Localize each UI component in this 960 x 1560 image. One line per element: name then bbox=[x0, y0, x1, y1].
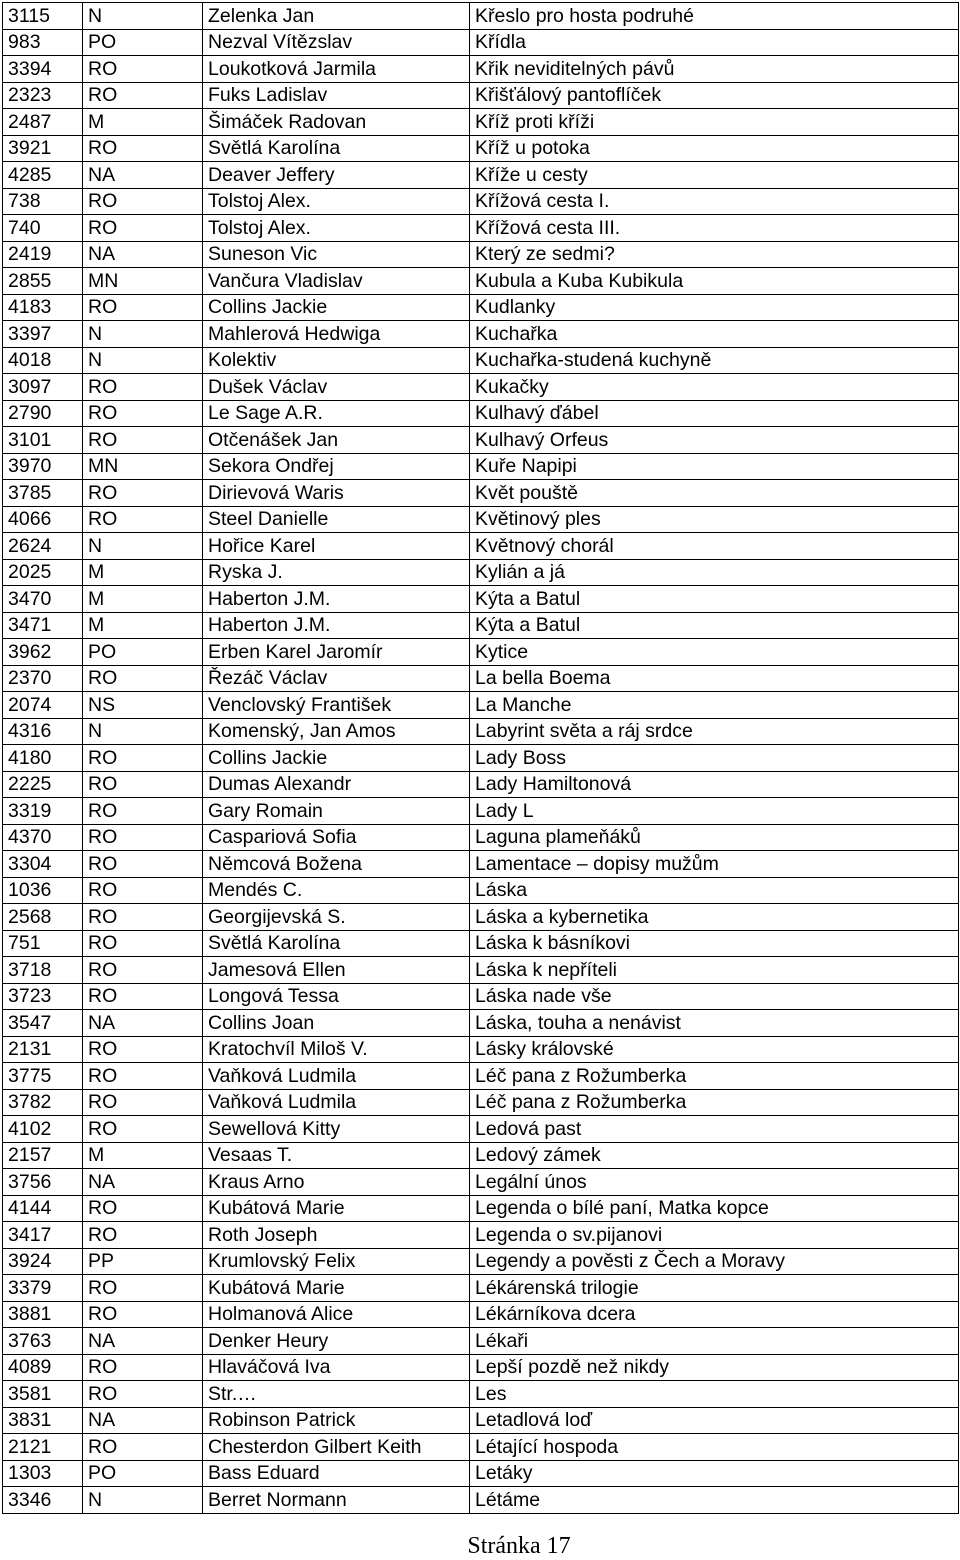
cell-author: Collins Jackie bbox=[203, 294, 470, 321]
cell-author: Holmanová Alice bbox=[203, 1301, 470, 1328]
cell-author: Němcová Božena bbox=[203, 851, 470, 878]
cell-category-code: RO bbox=[83, 983, 203, 1010]
cell-book-id: 1303 bbox=[3, 1460, 83, 1487]
cell-title: Legendy a pověsti z Čech a Moravy bbox=[470, 1248, 959, 1275]
cell-category-code: RO bbox=[83, 1354, 203, 1381]
cell-author: Denker Heury bbox=[203, 1328, 470, 1355]
cell-book-id: 2121 bbox=[3, 1434, 83, 1461]
cell-category-code: MN bbox=[83, 268, 203, 295]
cell-author: Gary Romain bbox=[203, 798, 470, 825]
cell-title: Lady Hamiltonová bbox=[470, 771, 959, 798]
cell-title: Láska bbox=[470, 877, 959, 904]
cell-book-id: 2487 bbox=[3, 109, 83, 136]
table-row bbox=[3, 798, 959, 825]
cell-book-id: 2790 bbox=[3, 400, 83, 427]
cell-title: Lepší pozdě než nikdy bbox=[470, 1354, 959, 1381]
cell-title: Kudlanky bbox=[470, 294, 959, 321]
cell-book-id: 983 bbox=[3, 29, 83, 56]
table-row bbox=[3, 374, 959, 401]
cell-book-id: 3547 bbox=[3, 1010, 83, 1037]
cell-author: Otčenášek Jan bbox=[203, 427, 470, 454]
cell-category-code: PO bbox=[83, 1460, 203, 1487]
table-row bbox=[3, 1169, 959, 1196]
cell-author: Kraus Arno bbox=[203, 1169, 470, 1196]
cell-author: Šimáček Radovan bbox=[203, 109, 470, 136]
cell-category-code: NA bbox=[83, 162, 203, 189]
cell-category-code: RO bbox=[83, 427, 203, 454]
cell-category-code: RO bbox=[83, 480, 203, 507]
cell-title: Kříž proti kříži bbox=[470, 109, 959, 136]
cell-category-code: RO bbox=[83, 665, 203, 692]
cell-title: Léč pana z Rožumberka bbox=[470, 1063, 959, 1090]
cell-title: Kýta a Batul bbox=[470, 612, 959, 639]
cell-author: Bass Eduard bbox=[203, 1460, 470, 1487]
cell-author: Vančura Vladislav bbox=[203, 268, 470, 295]
cell-author: Hlaváčová Iva bbox=[203, 1354, 470, 1381]
cell-book-id: 3782 bbox=[3, 1089, 83, 1116]
cell-category-code: RO bbox=[83, 1063, 203, 1090]
cell-author: Zelenka Jan bbox=[203, 3, 470, 30]
table-row bbox=[3, 453, 959, 480]
cell-book-id: 1036 bbox=[3, 877, 83, 904]
cell-author: Loukotková Jarmila bbox=[203, 56, 470, 83]
cell-book-id: 3470 bbox=[3, 586, 83, 613]
cell-title: Létající hospoda bbox=[470, 1434, 959, 1461]
table-row bbox=[3, 1381, 959, 1408]
cell-author: Haberton J.M. bbox=[203, 586, 470, 613]
cell-book-id: 3763 bbox=[3, 1328, 83, 1355]
cell-book-id: 3397 bbox=[3, 321, 83, 348]
cell-author: Tolstoj Alex. bbox=[203, 188, 470, 215]
cell-category-code: RO bbox=[83, 851, 203, 878]
cell-author: Deaver Jeffery bbox=[203, 162, 470, 189]
cell-title: Křišťálový pantoflíček bbox=[470, 82, 959, 109]
cell-title: La bella Boema bbox=[470, 665, 959, 692]
cell-title: Legenda o bílé paní, Matka kopce bbox=[470, 1195, 959, 1222]
cell-author: Erben Karel Jaromír bbox=[203, 639, 470, 666]
cell-book-id: 2624 bbox=[3, 533, 83, 560]
cell-title: Láska nade vše bbox=[470, 983, 959, 1010]
cell-book-id: 3115 bbox=[3, 3, 83, 30]
cell-book-id: 2157 bbox=[3, 1142, 83, 1169]
table-row bbox=[3, 586, 959, 613]
cell-book-id: 2323 bbox=[3, 82, 83, 109]
cell-category-code: RO bbox=[83, 771, 203, 798]
cell-author: Venclovský František bbox=[203, 692, 470, 719]
cell-author: Mahlerová Hedwiga bbox=[203, 321, 470, 348]
cell-author: Longová Tessa bbox=[203, 983, 470, 1010]
cell-category-code: RO bbox=[83, 215, 203, 242]
cell-category-code: RO bbox=[83, 877, 203, 904]
table-row bbox=[3, 1142, 959, 1169]
cell-category-code: N bbox=[83, 321, 203, 348]
cell-book-id: 3718 bbox=[3, 957, 83, 984]
table-row bbox=[3, 904, 959, 931]
cell-title: Kuchařka bbox=[470, 321, 959, 348]
cell-book-id: 3785 bbox=[3, 480, 83, 507]
cell-title: Kukačky bbox=[470, 374, 959, 401]
cell-category-code: RO bbox=[83, 1195, 203, 1222]
cell-author: Vesaas T. bbox=[203, 1142, 470, 1169]
cell-author: Haberton J.M. bbox=[203, 612, 470, 639]
table-row bbox=[3, 957, 959, 984]
cell-book-id: 2568 bbox=[3, 904, 83, 931]
cell-book-id: 2225 bbox=[3, 771, 83, 798]
table-row bbox=[3, 639, 959, 666]
cell-author: Nezval Vítězslav bbox=[203, 29, 470, 56]
cell-title: La Manche bbox=[470, 692, 959, 719]
cell-category-code: RO bbox=[83, 798, 203, 825]
cell-author: Chesterdon Gilbert Keith bbox=[203, 1434, 470, 1461]
table-row bbox=[3, 930, 959, 957]
cell-author: Ryska J. bbox=[203, 559, 470, 586]
cell-author: Berret Normann bbox=[203, 1487, 470, 1514]
cell-title: Který ze sedmi? bbox=[470, 241, 959, 268]
cell-category-code: N bbox=[83, 718, 203, 745]
cell-category-code: RO bbox=[83, 1381, 203, 1408]
table-row bbox=[3, 612, 959, 639]
page-number-label: Stránka 17 bbox=[467, 1533, 571, 1559]
table-row bbox=[3, 1434, 959, 1461]
cell-book-id: 4144 bbox=[3, 1195, 83, 1222]
cell-book-id: 4066 bbox=[3, 506, 83, 533]
cell-category-code: N bbox=[83, 3, 203, 30]
table-row bbox=[3, 427, 959, 454]
cell-book-id: 3304 bbox=[3, 851, 83, 878]
cell-author: Sewellová Kitty bbox=[203, 1116, 470, 1143]
cell-book-id: 4102 bbox=[3, 1116, 83, 1143]
cell-category-code: RO bbox=[83, 1434, 203, 1461]
cell-author: Jamesová Ellen bbox=[203, 957, 470, 984]
cell-category-code: M bbox=[83, 1142, 203, 1169]
cell-book-id: 3417 bbox=[3, 1222, 83, 1249]
table-row bbox=[3, 1195, 959, 1222]
cell-book-id: 3319 bbox=[3, 798, 83, 825]
cell-title: Láska k nepříteli bbox=[470, 957, 959, 984]
cell-author: Kubátová Marie bbox=[203, 1195, 470, 1222]
table-row bbox=[3, 665, 959, 692]
table-row bbox=[3, 1275, 959, 1302]
cell-category-code: NA bbox=[83, 1010, 203, 1037]
cell-author: Vaňková Ludmila bbox=[203, 1063, 470, 1090]
cell-title: Kříž u potoka bbox=[470, 135, 959, 162]
cell-category-code: RO bbox=[83, 957, 203, 984]
cell-book-id: 2131 bbox=[3, 1036, 83, 1063]
cell-author: Robinson Patrick bbox=[203, 1407, 470, 1434]
cell-author: Le Sage A.R. bbox=[203, 400, 470, 427]
cell-category-code: RO bbox=[83, 904, 203, 931]
table-row bbox=[3, 29, 959, 56]
cell-book-id: 3921 bbox=[3, 135, 83, 162]
cell-title: Kubula a Kuba Kubikula bbox=[470, 268, 959, 295]
cell-category-code: RO bbox=[83, 135, 203, 162]
cell-category-code: RO bbox=[83, 56, 203, 83]
cell-category-code: NA bbox=[83, 241, 203, 268]
cell-title: Ledová past bbox=[470, 1116, 959, 1143]
cell-category-code: RO bbox=[83, 745, 203, 772]
cell-title: Létáme bbox=[470, 1487, 959, 1514]
cell-title: Léč pana z Rožumberka bbox=[470, 1089, 959, 1116]
cell-author: Kratochvíl Miloš V. bbox=[203, 1036, 470, 1063]
cell-title: Kuře Napipi bbox=[470, 453, 959, 480]
table-row bbox=[3, 1222, 959, 1249]
cell-book-id: 2025 bbox=[3, 559, 83, 586]
table-row bbox=[3, 1487, 959, 1514]
cell-author: Collins Jackie bbox=[203, 745, 470, 772]
cell-book-id: 4316 bbox=[3, 718, 83, 745]
cell-category-code: PO bbox=[83, 29, 203, 56]
cell-book-id: 2855 bbox=[3, 268, 83, 295]
cell-category-code: N bbox=[83, 533, 203, 560]
table-row bbox=[3, 718, 959, 745]
cell-title: Květ pouště bbox=[470, 480, 959, 507]
table-row bbox=[3, 1116, 959, 1143]
cell-author: Krumlovský Felix bbox=[203, 1248, 470, 1275]
table-row bbox=[3, 162, 959, 189]
cell-author: Mendés C. bbox=[203, 877, 470, 904]
cell-category-code: N bbox=[83, 1487, 203, 1514]
cell-category-code: RO bbox=[83, 1275, 203, 1302]
cell-book-id: 3775 bbox=[3, 1063, 83, 1090]
cell-category-code: RO bbox=[83, 506, 203, 533]
cell-category-code: RO bbox=[83, 374, 203, 401]
cell-book-id: 3581 bbox=[3, 1381, 83, 1408]
cell-title: Kulhavý Orfeus bbox=[470, 427, 959, 454]
table-row bbox=[3, 745, 959, 772]
table-row bbox=[3, 56, 959, 83]
table-row bbox=[3, 692, 959, 719]
cell-book-id: 3471 bbox=[3, 612, 83, 639]
table-row bbox=[3, 1089, 959, 1116]
cell-title: Kytice bbox=[470, 639, 959, 666]
cell-title: Lady L bbox=[470, 798, 959, 825]
cell-book-id: 3723 bbox=[3, 983, 83, 1010]
cell-title: Lékaři bbox=[470, 1328, 959, 1355]
cell-title: Lékárníkova dcera bbox=[470, 1301, 959, 1328]
table-row bbox=[3, 82, 959, 109]
cell-category-code: NA bbox=[83, 1407, 203, 1434]
cell-title: Kýta a Batul bbox=[470, 586, 959, 613]
cell-book-id: 3756 bbox=[3, 1169, 83, 1196]
cell-category-code: RO bbox=[83, 1089, 203, 1116]
table-row bbox=[3, 135, 959, 162]
table-row bbox=[3, 1460, 959, 1487]
cell-book-id: 3881 bbox=[3, 1301, 83, 1328]
table-row bbox=[3, 1063, 959, 1090]
cell-category-code: NA bbox=[83, 1169, 203, 1196]
cell-book-id: 2419 bbox=[3, 241, 83, 268]
cell-title: Labyrint světa a ráj srdce bbox=[470, 718, 959, 745]
cell-title: Laguna plameňáků bbox=[470, 824, 959, 851]
cell-title: Lady Boss bbox=[470, 745, 959, 772]
cell-title: Legenda o sv.pijanovi bbox=[470, 1222, 959, 1249]
cell-title: Křik neviditelných pávů bbox=[470, 56, 959, 83]
cell-category-code: PP bbox=[83, 1248, 203, 1275]
cell-title: Kuchařka-studená kuchyně bbox=[470, 347, 959, 374]
cell-book-id: 3831 bbox=[3, 1407, 83, 1434]
cell-book-id: 4370 bbox=[3, 824, 83, 851]
page-footer bbox=[0, 1532, 960, 1560]
cell-category-code: RO bbox=[83, 1222, 203, 1249]
cell-category-code: RO bbox=[83, 82, 203, 109]
cell-category-code: RO bbox=[83, 824, 203, 851]
cell-author: Georgijevská S. bbox=[203, 904, 470, 931]
table-row bbox=[3, 347, 959, 374]
table-row bbox=[3, 824, 959, 851]
cell-book-id: 3924 bbox=[3, 1248, 83, 1275]
catalog-body bbox=[3, 3, 959, 1514]
table-row bbox=[3, 559, 959, 586]
cell-title: Les bbox=[470, 1381, 959, 1408]
cell-title: Křížová cesta III. bbox=[470, 215, 959, 242]
cell-book-id: 3346 bbox=[3, 1487, 83, 1514]
cell-category-code: MN bbox=[83, 453, 203, 480]
cell-book-id: 2074 bbox=[3, 692, 83, 719]
cell-author: Steel Danielle bbox=[203, 506, 470, 533]
cell-author: Kubátová Marie bbox=[203, 1275, 470, 1302]
cell-category-code: M bbox=[83, 109, 203, 136]
cell-category-code: N bbox=[83, 347, 203, 374]
cell-book-id: 3970 bbox=[3, 453, 83, 480]
cell-author: Řezáč Václav bbox=[203, 665, 470, 692]
cell-author: Fuks Ladislav bbox=[203, 82, 470, 109]
table-row bbox=[3, 109, 959, 136]
cell-author: Kolektiv bbox=[203, 347, 470, 374]
table-row bbox=[3, 1248, 959, 1275]
table-row bbox=[3, 268, 959, 295]
table-row bbox=[3, 1354, 959, 1381]
cell-category-code: NS bbox=[83, 692, 203, 719]
cell-category-code: RO bbox=[83, 400, 203, 427]
cell-book-id: 4285 bbox=[3, 162, 83, 189]
table-row bbox=[3, 1407, 959, 1434]
cell-book-id: 3101 bbox=[3, 427, 83, 454]
cell-category-code: NA bbox=[83, 1328, 203, 1355]
cell-book-id: 3379 bbox=[3, 1275, 83, 1302]
cell-category-code: M bbox=[83, 586, 203, 613]
cell-author: Sekora Ondřej bbox=[203, 453, 470, 480]
table-row bbox=[3, 1301, 959, 1328]
cell-author: Suneson Vic bbox=[203, 241, 470, 268]
cell-book-id: 751 bbox=[3, 930, 83, 957]
cell-category-code: M bbox=[83, 559, 203, 586]
table-row bbox=[3, 480, 959, 507]
cell-title: Květnový chorál bbox=[470, 533, 959, 560]
table-row bbox=[3, 506, 959, 533]
table-row bbox=[3, 771, 959, 798]
cell-author: Dirievová Waris bbox=[203, 480, 470, 507]
cell-author: Dušek Václav bbox=[203, 374, 470, 401]
cell-author: Světlá Karolína bbox=[203, 930, 470, 957]
cell-category-code: PO bbox=[83, 639, 203, 666]
cell-category-code: RO bbox=[83, 930, 203, 957]
cell-author: Světlá Karolína bbox=[203, 135, 470, 162]
cell-title: Květinový ples bbox=[470, 506, 959, 533]
cell-title: Kulhavý ďábel bbox=[470, 400, 959, 427]
cell-title: Křídla bbox=[470, 29, 959, 56]
catalog-table bbox=[2, 2, 959, 1514]
cell-author: Roth Joseph bbox=[203, 1222, 470, 1249]
cell-category-code: RO bbox=[83, 1301, 203, 1328]
cell-title: Lásky královské bbox=[470, 1036, 959, 1063]
table-row bbox=[3, 877, 959, 904]
cell-title: Křížová cesta I. bbox=[470, 188, 959, 215]
cell-author: Dumas Alexandr bbox=[203, 771, 470, 798]
cell-title: Letadlová loď bbox=[470, 1407, 959, 1434]
cell-book-id: 3962 bbox=[3, 639, 83, 666]
cell-book-id: 4018 bbox=[3, 347, 83, 374]
table-row bbox=[3, 851, 959, 878]
table-row bbox=[3, 294, 959, 321]
cell-title: Ledový zámek bbox=[470, 1142, 959, 1169]
table-row bbox=[3, 983, 959, 1010]
cell-author: Collins Joan bbox=[203, 1010, 470, 1037]
cell-author: Vaňková Ludmila bbox=[203, 1089, 470, 1116]
cell-title: Lamentace – dopisy mužům bbox=[470, 851, 959, 878]
cell-author: Tolstoj Alex. bbox=[203, 215, 470, 242]
cell-title: Láska a kybernetika bbox=[470, 904, 959, 931]
cell-book-id: 4089 bbox=[3, 1354, 83, 1381]
cell-book-id: 4183 bbox=[3, 294, 83, 321]
cell-title: Láska k básníkovi bbox=[470, 930, 959, 957]
table-row bbox=[3, 1036, 959, 1063]
table-row bbox=[3, 400, 959, 427]
cell-category-code: RO bbox=[83, 188, 203, 215]
cell-book-id: 4180 bbox=[3, 745, 83, 772]
cell-book-id: 2370 bbox=[3, 665, 83, 692]
cell-title: Lékárenská trilogie bbox=[470, 1275, 959, 1302]
table-row bbox=[3, 215, 959, 242]
cell-author: Hořice Karel bbox=[203, 533, 470, 560]
cell-author: Komenský, Jan Amos bbox=[203, 718, 470, 745]
table-row bbox=[3, 241, 959, 268]
table-row bbox=[3, 533, 959, 560]
cell-book-id: 738 bbox=[3, 188, 83, 215]
table-row bbox=[3, 1010, 959, 1037]
cell-author: Str.… bbox=[203, 1381, 470, 1408]
cell-category-code: RO bbox=[83, 1036, 203, 1063]
cell-category-code: RO bbox=[83, 294, 203, 321]
cell-book-id: 740 bbox=[3, 215, 83, 242]
cell-title: Letáky bbox=[470, 1460, 959, 1487]
table-row bbox=[3, 3, 959, 30]
cell-book-id: 3394 bbox=[3, 56, 83, 83]
cell-title: Křeslo pro hosta podruhé bbox=[470, 3, 959, 30]
cell-category-code: RO bbox=[83, 1116, 203, 1143]
cell-title: Láska, touha a nenávist bbox=[470, 1010, 959, 1037]
cell-book-id: 3097 bbox=[3, 374, 83, 401]
cell-category-code: M bbox=[83, 612, 203, 639]
table-row bbox=[3, 321, 959, 348]
cell-author: Caspariová Sofia bbox=[203, 824, 470, 851]
cell-title: Kylián a já bbox=[470, 559, 959, 586]
cell-title: Kříže u cesty bbox=[470, 162, 959, 189]
table-row bbox=[3, 1328, 959, 1355]
table-row bbox=[3, 188, 959, 215]
cell-title: Legální únos bbox=[470, 1169, 959, 1196]
